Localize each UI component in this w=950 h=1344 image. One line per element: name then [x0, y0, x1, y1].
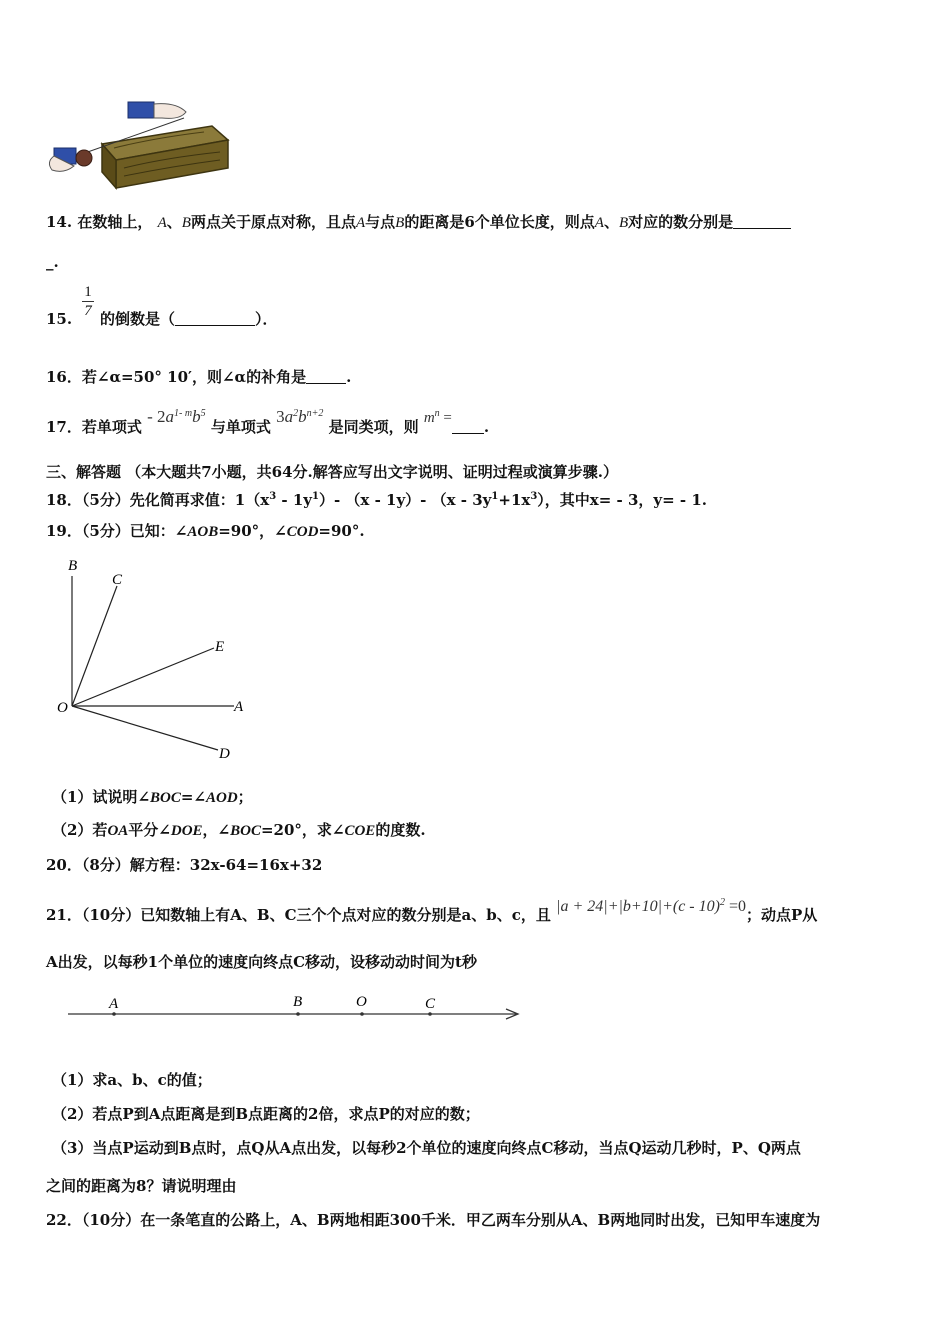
q17-m2-exp-b: n+2 — [306, 408, 324, 419]
q18-part-5: ），其中x= - 3，y= - 1. — [537, 491, 708, 509]
q21-line2-text: A出发，以每秒1个单位的速度向终点C移动，设移动动时间为t秒 — [46, 953, 477, 971]
q20-text: 20．（8分）解方程：32x-64=16x+32 — [46, 856, 323, 874]
question-19 — [46, 521, 365, 542]
q21-part-2 — [52, 1104, 480, 1124]
q15-text: 的倒数是（ — [100, 310, 176, 328]
q14-point-b3: B — [618, 215, 629, 231]
axis-label-o: O — [356, 994, 367, 1010]
q21-p2-text: （2）若点P到A点距离是到B点距离的2倍，求点P的对应的数； — [52, 1105, 480, 1123]
q19-p1-eq: =∠ — [180, 788, 206, 806]
q17-monomial-1 — [147, 407, 205, 426]
q21-p3-text: （3）当点P运动到B点时，点Q从A点出发，以每秒2个单位的速度向终点C移动，当点Q运动几秒时，P、Q两点 — [52, 1139, 801, 1157]
q18-part-2: - 1y — [276, 491, 312, 509]
q17-m1-exp-a: 1- m — [174, 408, 193, 419]
q14-sep: 、 — [166, 213, 182, 231]
q19-p2-end: 的度数. — [375, 821, 426, 839]
q18-exp-2: 1 — [312, 491, 319, 502]
label-e: E — [215, 639, 225, 655]
point-a-mark — [112, 1012, 116, 1016]
q14-point-a2: A — [355, 215, 366, 231]
q14-text-d: 的距离是6个单位长度，则点 — [404, 213, 595, 231]
q19-p2-oa: OA — [107, 823, 129, 839]
q18-part-3: ）- （x - 1y）- （x - 3y — [318, 491, 492, 509]
q16-answer-blank[interactable] — [306, 383, 346, 384]
q21-post: ；动点P从 — [746, 906, 818, 924]
q14-text-b: 两点关于原点对称，且点 — [190, 213, 356, 231]
q18-exp-1: 3 — [269, 491, 277, 502]
q18-exp-3: 1 — [491, 491, 499, 502]
q21-part-3b — [46, 1176, 236, 1196]
label-c: C — [112, 572, 123, 588]
question-15 — [46, 309, 72, 329]
axis-label-b: B — [293, 994, 303, 1010]
q17-mid: 与单项式 — [210, 418, 271, 436]
q19-p2-mid: 平分∠ — [128, 821, 171, 839]
q17-end: . — [483, 418, 490, 436]
q17-text: 是同类项，则 — [328, 418, 419, 436]
q17-m1-a: a — [165, 407, 175, 426]
q19-part-1 — [52, 787, 253, 808]
q19-p2-mid2: ，∠ — [202, 821, 231, 839]
q21-part-1 — [52, 1070, 212, 1090]
wood-block-illustration — [44, 96, 234, 192]
q18-pre: 18．（5分）先化简再求值：1（x — [46, 491, 270, 509]
q21-p3b-text: 之间的距离为8？请说明理由 — [46, 1177, 237, 1195]
q15-answer-blank[interactable] — [175, 325, 255, 326]
question-17 — [46, 407, 490, 438]
ray-oc — [72, 586, 117, 706]
q19-cod: COD — [286, 524, 319, 540]
q21-formula-exp: 2 — [719, 897, 725, 908]
label-o: O — [57, 700, 68, 716]
q19-end: =90°. — [318, 522, 365, 540]
q19-part-2 — [52, 820, 426, 841]
q21-formula — [556, 898, 746, 915]
q19-p2-boc: BOC — [230, 823, 261, 839]
q15-fraction-bar — [82, 301, 94, 302]
q17-answer-blank[interactable] — [452, 433, 484, 434]
angle-diagram-svg — [50, 552, 260, 766]
q17-m2-a: a — [284, 407, 294, 426]
q17-m2-coef: 3 — [276, 407, 285, 426]
q17-monomial-2 — [276, 407, 323, 426]
q21-pre: 21．（10分）已知数轴上有A、B、C三个个点对应的数分别是a、b、c，且 — [46, 906, 551, 924]
q19-p2-mid3: =20°，求∠ — [260, 821, 345, 839]
q15-close: ）． — [255, 310, 278, 328]
q14-text-c: 与点 — [365, 213, 396, 231]
q14-text-a: 在数轴上， — [77, 213, 153, 231]
q17-m2-b: b — [298, 407, 307, 426]
q19-p2-coe: COE — [344, 823, 376, 839]
q15-number: 15. — [46, 310, 73, 328]
q19-p1-pre: （1）试说明∠ — [52, 788, 151, 806]
q19-pre: 19．（5分）已知：∠ — [46, 522, 188, 540]
q14-point-b2: B — [395, 215, 405, 231]
ray-od — [72, 706, 218, 750]
q15-fraction-numerator: 1 — [84, 284, 92, 300]
q16-text: 16．若∠α=50° 10′，则∠α的补角是 — [46, 368, 307, 386]
axis-label-c: C — [425, 996, 436, 1012]
q21-line-2 — [46, 952, 477, 972]
q17-m1-exp-b: 5 — [200, 408, 206, 419]
q19-p2-pre: （2）若 — [52, 821, 108, 839]
q14-tail-text: _. — [46, 253, 59, 271]
q14-point-a3: A — [594, 215, 604, 231]
q17-power — [424, 410, 452, 426]
q18-exp-4: 3 — [530, 491, 538, 502]
angle-diagram — [50, 552, 260, 766]
point-o-mark — [360, 1012, 364, 1016]
q14-point-a: A — [157, 215, 167, 231]
q14-text-e: 对应的数分别是 — [628, 213, 734, 231]
q15-body — [100, 309, 278, 329]
q19-p1-boc: BOC — [150, 790, 181, 806]
q15-fraction-denominator: 7 — [84, 303, 92, 319]
q17-m2-exp-a: 2 — [293, 408, 299, 419]
q19-p2-doe: DOE — [170, 823, 203, 839]
label-b: B — [68, 558, 78, 574]
section-3-title: 三、解答题 （本大题共7小题，共64分.解答应写出文字说明、证明过程或演算步骤.） — [46, 463, 618, 481]
axis-label-a: A — [109, 996, 119, 1012]
q19-p1-aod: AOD — [206, 790, 238, 806]
number-line-svg — [60, 990, 530, 1030]
q21-formula-eq: =0 — [728, 898, 746, 915]
q22-text: 22．（10分）在一条笔直的公路上，A、B两地相距300千米．甲乙两车分别从A、B两地同时出发，已知甲车速度为 — [46, 1211, 821, 1229]
point-b-mark — [296, 1012, 300, 1016]
label-a: A — [234, 699, 244, 715]
q16-end: . — [346, 368, 352, 386]
q14-tail — [46, 252, 59, 272]
q17-m1-coef: - 2 — [147, 407, 166, 426]
q17-m-exp: n — [434, 408, 440, 419]
q15-fraction — [80, 284, 96, 319]
q14-answer-blank[interactable] — [733, 228, 791, 229]
section-3-heading — [46, 462, 618, 482]
ray-oe — [72, 648, 214, 706]
q17-eq: = — [443, 410, 452, 426]
label-d: D — [219, 746, 230, 762]
q14-point-b: B — [181, 215, 191, 231]
question-18 — [46, 487, 707, 510]
q19-aob: AOB — [187, 524, 219, 540]
point-c-mark — [428, 1012, 432, 1016]
q17-m: m — [423, 410, 435, 426]
question-20 — [46, 855, 322, 875]
question-21 — [46, 897, 818, 926]
q17-number: 17．若单项式 — [46, 418, 142, 436]
q21-p1-text: （1）求a、b、c的值； — [52, 1071, 212, 1089]
q18-part-4: +1x — [498, 491, 531, 509]
q19-mid: =90°，∠ — [218, 522, 287, 540]
q17-m1-b: b — [192, 407, 201, 426]
q21-formula-text: |a + 24|+|b+10|+(c - 10) — [556, 898, 720, 915]
question-14 — [46, 212, 791, 233]
q21-part-3 — [52, 1138, 801, 1158]
question-16 — [46, 367, 351, 387]
wood-block-svg — [44, 96, 234, 192]
q14-number: 14. — [46, 213, 73, 231]
question-22 — [46, 1210, 820, 1230]
number-line — [60, 990, 530, 1030]
q19-p1-end: ； — [237, 788, 253, 806]
q14-sep2: 、 — [603, 213, 619, 231]
